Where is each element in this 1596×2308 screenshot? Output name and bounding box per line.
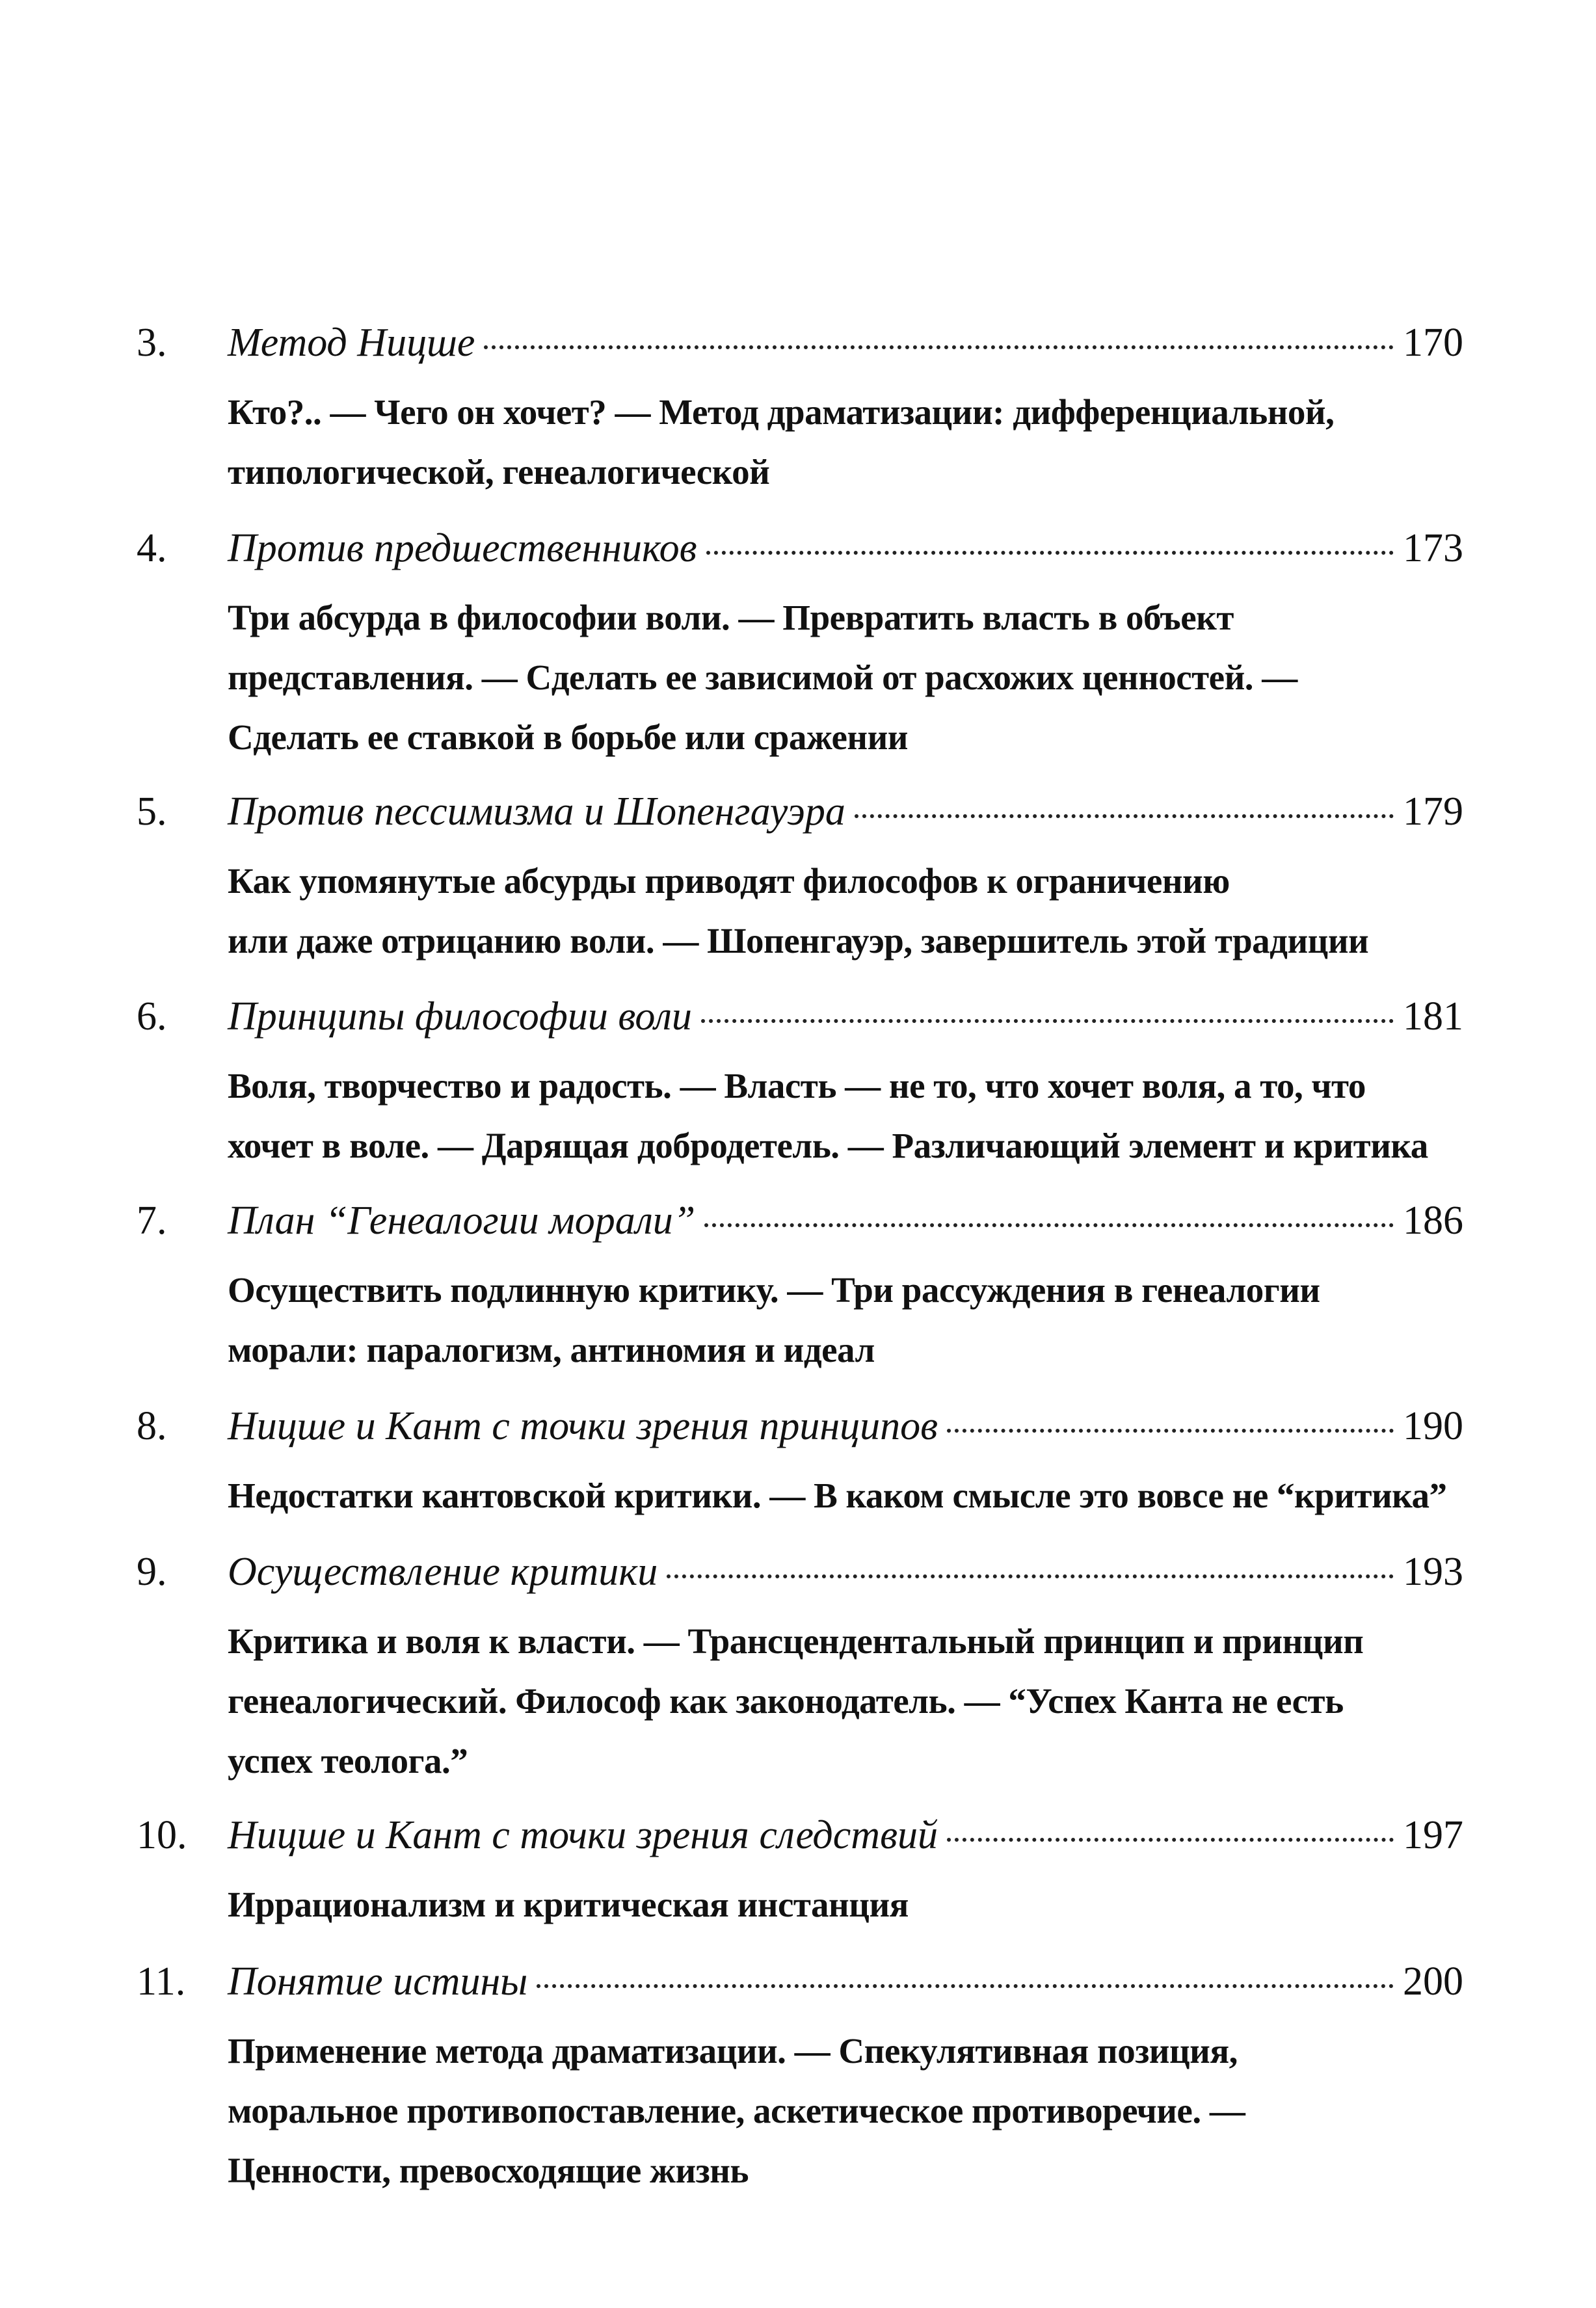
dot-leader	[537, 1984, 1394, 1988]
dot-leader	[667, 1574, 1394, 1578]
toc-entry	[137, 1812, 1463, 1935]
section-description	[228, 1612, 1450, 1791]
dot-leader	[855, 814, 1394, 818]
section-title: План “Генеалогии морали”	[228, 1199, 696, 1243]
toc-entry	[137, 1403, 1463, 1526]
page-number: 200	[1403, 1959, 1463, 2004]
section-title: Против пессимизма и Шопенгауэра	[228, 789, 845, 834]
description-line: хочет в воле. — Дарящая добродетель. — Различающий элемент и критика	[228, 1126, 1428, 1165]
toc-entry-heading[interactable]	[137, 789, 1463, 851]
section-description	[228, 588, 1450, 767]
description-line: моральное противопоставление, аскетическое противоречие. —	[228, 2091, 1245, 2130]
description-line: Сделать ее ставкой в борьбе или сражении	[228, 717, 908, 757]
toc-entry	[137, 525, 1463, 767]
section-number: 9.	[137, 1550, 167, 1594]
toc-entry-heading[interactable]	[137, 1959, 1463, 2021]
description-line: или даже отрицанию воли. — Шопенгауэр, завершитель этой традиции	[228, 921, 1369, 961]
description-line: Как упомянутые абсурды приводят философов к ограничению	[228, 861, 1230, 901]
toc-entry-heading[interactable]	[137, 1403, 1463, 1466]
description-line: успех теолога.”	[228, 1741, 468, 1781]
toc-entry	[137, 1959, 1463, 2201]
section-title: Против предшественников	[228, 526, 697, 570]
section-description	[228, 851, 1450, 971]
section-title: Понятие истины	[228, 1959, 528, 2004]
section-number: 8.	[137, 1404, 167, 1448]
section-number: 11.	[137, 1959, 186, 2004]
section-number: 4.	[137, 526, 167, 570]
page-number: 193	[1403, 1550, 1463, 1594]
toc-entry-heading[interactable]	[137, 994, 1463, 1056]
section-description	[228, 1260, 1450, 1380]
description-line: Осуществить подлинную критику. — Три рассуждения в генеалогии	[228, 1270, 1320, 1310]
section-number: 7.	[137, 1199, 167, 1243]
section-description	[228, 1056, 1450, 1176]
page-number: 179	[1403, 789, 1463, 834]
section-description	[228, 2021, 1450, 2201]
toc-entry-heading[interactable]	[137, 320, 1463, 382]
toc-entry-heading[interactable]	[137, 1812, 1463, 1875]
description-line: Ценности, превосходящие жизнь	[228, 2151, 749, 2190]
description-line: Кто?.. — Чего он хочет? — Метод драматизации: дифференциальной,	[228, 392, 1335, 432]
section-title: Осуществление критики	[228, 1550, 658, 1594]
dot-leader	[704, 1223, 1394, 1227]
section-number: 6.	[137, 994, 167, 1039]
section-number: 3.	[137, 321, 167, 365]
toc-entry-heading[interactable]	[137, 1549, 1463, 1612]
toc-entry	[137, 320, 1463, 502]
toc-entry	[137, 1549, 1463, 1791]
dot-leader	[947, 1429, 1394, 1433]
page-number: 190	[1403, 1404, 1463, 1448]
section-title: Принципы философии воли	[228, 994, 692, 1039]
section-number: 10.	[137, 1813, 187, 1857]
toc-entry-heading[interactable]	[137, 525, 1463, 588]
dot-leader	[947, 1838, 1394, 1842]
description-line: Три абсурда в философии воли. — Превратить власть в объект	[228, 598, 1234, 637]
description-line: морали: паралогизм, антиномия и идеал	[228, 1330, 875, 1370]
section-title: Метод Ницше	[228, 321, 475, 365]
page-number: 170	[1403, 321, 1463, 365]
description-line: типологической, генеалогической	[228, 452, 770, 492]
section-description	[228, 1466, 1450, 1526]
dot-leader	[706, 551, 1394, 555]
description-line: Применение метода драматизации. — Спекулятивная позиция,	[228, 2031, 1238, 2071]
section-title: Ницше и Кант с точки зрения следствий	[228, 1813, 938, 1857]
toc-entry	[137, 994, 1463, 1176]
description-line: Недостатки кантовской критики. — В каком смысле это вовсе не “критика”	[228, 1476, 1447, 1515]
description-line: Критика и воля к власти. — Трансцендентальный принцип и принцип	[228, 1621, 1364, 1661]
description-line: представления. — Сделать ее зависимой от расхожих ценностей. —	[228, 657, 1297, 697]
toc-entry	[137, 789, 1463, 971]
dot-leader	[701, 1019, 1394, 1023]
section-description	[228, 382, 1450, 502]
toc-entry	[137, 1198, 1463, 1380]
toc-entry-heading[interactable]	[137, 1198, 1463, 1260]
page-number: 181	[1403, 994, 1463, 1039]
section-number: 5.	[137, 789, 167, 834]
page-number: 186	[1403, 1199, 1463, 1243]
section-description	[228, 1875, 1450, 1935]
description-line: Воля, творчество и радость. — Власть — не то, что хочет воля, а то, что	[228, 1066, 1366, 1106]
description-line: Иррационализм и критическая инстанция	[228, 1885, 909, 1924]
page-number: 173	[1403, 526, 1463, 570]
dot-leader	[484, 345, 1394, 349]
section-title: Ницше и Кант с точки зрения принципов	[228, 1404, 938, 1448]
page-number: 197	[1403, 1813, 1463, 1857]
description-line: генеалогический. Философ как законодатель. — “Успех Канта не есть	[228, 1681, 1344, 1721]
